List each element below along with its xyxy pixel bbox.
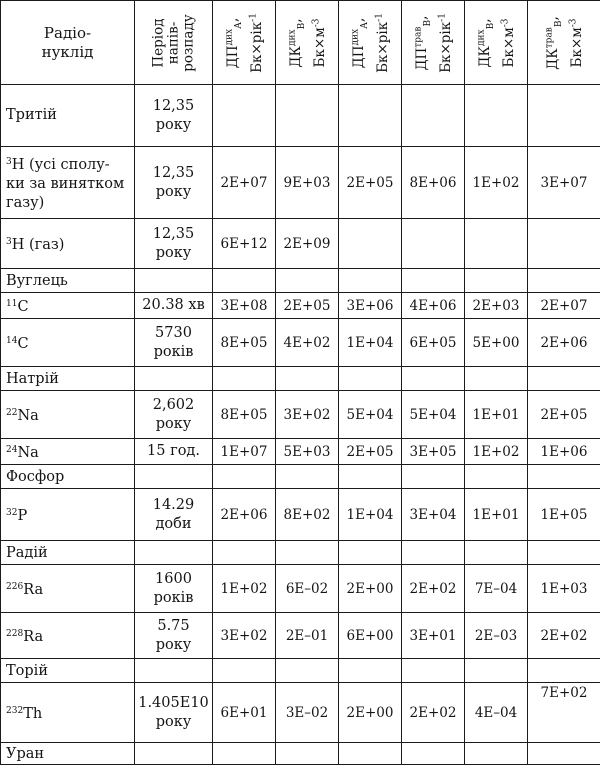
empty-cell bbox=[465, 541, 528, 565]
header-dl-ing bbox=[402, 1, 465, 85]
header-dk-ing-b-symbol: ДК bbox=[545, 48, 561, 69]
header-dl-ing-symbol: ДП bbox=[414, 47, 430, 70]
value-cell: 2Е+02 bbox=[402, 565, 465, 613]
empty-cell bbox=[402, 743, 465, 765]
empty-cell bbox=[276, 541, 339, 565]
half-life-value: 1.405Е10 року bbox=[135, 683, 213, 743]
table-row bbox=[1, 565, 600, 613]
table-row bbox=[1, 147, 600, 219]
empty-cell bbox=[339, 541, 402, 565]
header-dl-inh-a-symbol: ДП bbox=[351, 45, 367, 68]
category-name: Натрій bbox=[1, 367, 135, 391]
empty-cell bbox=[213, 269, 276, 293]
mass-number: 232 bbox=[6, 706, 23, 716]
value-cell: 3Е+04 bbox=[402, 489, 465, 541]
value-cell: 2Е+06 bbox=[528, 319, 600, 367]
category-row bbox=[1, 465, 600, 489]
table-row bbox=[1, 489, 600, 541]
header-dk-inh-symbol: ДК bbox=[288, 46, 304, 67]
value-cell bbox=[402, 85, 465, 147]
value-cell: 8Е+05 bbox=[213, 319, 276, 367]
value-cell: 8Е+06 bbox=[402, 147, 465, 219]
header-dl-inh-unit: Бк×рік bbox=[249, 21, 265, 72]
nuclide-label: Ra bbox=[23, 629, 43, 645]
nuclide-label: Тритій bbox=[6, 107, 57, 123]
empty-cell bbox=[465, 743, 528, 765]
empty-cell bbox=[213, 465, 276, 489]
empty-cell bbox=[339, 743, 402, 765]
value-cell: 1Е+04 bbox=[339, 489, 402, 541]
empty-cell bbox=[339, 269, 402, 293]
value-cell: 5Е+04 bbox=[402, 391, 465, 439]
nuclide-label: Ra bbox=[23, 582, 43, 598]
half-life-value: 15 год. bbox=[135, 439, 213, 465]
empty-cell bbox=[276, 659, 339, 683]
table-body bbox=[1, 85, 600, 765]
mass-number: 22 bbox=[6, 408, 17, 418]
empty-cell bbox=[213, 541, 276, 565]
empty-cell bbox=[528, 743, 600, 765]
table-row bbox=[1, 439, 600, 465]
nuclide-label: С bbox=[17, 299, 28, 315]
value-cell: 2Е+00 bbox=[339, 565, 402, 613]
value-cell: 4Е–04 bbox=[465, 683, 528, 743]
category-name: Вуглець bbox=[1, 269, 135, 293]
value-cell bbox=[339, 85, 402, 147]
value-cell: 3Е+05 bbox=[402, 439, 465, 465]
header-dl-inh bbox=[213, 1, 276, 85]
header-dk-inh-unit: Бк×м bbox=[312, 27, 328, 67]
value-cell: 2Е+03 bbox=[465, 293, 528, 319]
nuclide-name bbox=[1, 565, 135, 613]
value-cell: 2Е+06 bbox=[213, 489, 276, 541]
header-dk-inh-sub: В bbox=[297, 22, 307, 29]
empty-cell bbox=[402, 367, 465, 391]
table-row bbox=[1, 219, 600, 269]
category-row bbox=[1, 743, 600, 765]
value-cell: 3Е+06 bbox=[339, 293, 402, 319]
value-cell: 2Е+05 bbox=[528, 391, 600, 439]
header-nuclide bbox=[1, 1, 135, 85]
value-cell: 1Е+02 bbox=[213, 565, 276, 613]
value-cell: 1Е+03 bbox=[528, 565, 600, 613]
nuclide-label: Н (усі сполу- ки за винятком газу) bbox=[6, 157, 124, 211]
mass-number: 226 bbox=[6, 582, 23, 592]
empty-cell bbox=[339, 659, 402, 683]
value-cell: 3Е–02 bbox=[276, 683, 339, 743]
nuclide-label: Na bbox=[17, 445, 38, 461]
empty-cell bbox=[465, 465, 528, 489]
table-row bbox=[1, 85, 600, 147]
empty-cell bbox=[213, 659, 276, 683]
empty-cell bbox=[135, 367, 213, 391]
value-cell: 9Е+03 bbox=[276, 147, 339, 219]
nuclide-name bbox=[1, 613, 135, 659]
value-cell: 1Е+04 bbox=[339, 319, 402, 367]
category-row bbox=[1, 541, 600, 565]
header-half-life bbox=[135, 1, 213, 85]
value-cell: 3Е+08 bbox=[213, 293, 276, 319]
empty-cell bbox=[135, 269, 213, 293]
header-row bbox=[1, 1, 600, 85]
value-cell: 2Е–01 bbox=[276, 613, 339, 659]
category-row bbox=[1, 269, 600, 293]
header-dl-ing-sub: В bbox=[423, 19, 433, 26]
nuclide-name bbox=[1, 683, 135, 743]
category-name: Радій bbox=[1, 541, 135, 565]
value-cell: 2Е+09 bbox=[276, 219, 339, 269]
value-cell: 5Е+03 bbox=[276, 439, 339, 465]
header-dk-ing-b bbox=[528, 1, 600, 85]
value-cell: 2Е+05 bbox=[276, 293, 339, 319]
value-cell: 7Е+02 bbox=[528, 683, 600, 743]
value-cell bbox=[339, 219, 402, 269]
header-dl-inh-a bbox=[339, 1, 402, 85]
header-dk-inh-sup: дих bbox=[288, 29, 298, 46]
empty-cell bbox=[135, 743, 213, 765]
value-cell bbox=[276, 85, 339, 147]
value-cell: 6Е+12 bbox=[213, 219, 276, 269]
category-name: Торій bbox=[1, 659, 135, 683]
nuclide-label: Н (газ) bbox=[12, 237, 65, 253]
value-cell bbox=[213, 85, 276, 147]
category-name: Уран bbox=[1, 743, 135, 765]
value-cell: 2Е+07 bbox=[213, 147, 276, 219]
header-dk-inh-b-symbol: ДК bbox=[477, 46, 493, 67]
empty-cell bbox=[135, 659, 213, 683]
value-cell: 2Е+02 bbox=[528, 613, 600, 659]
empty-cell bbox=[135, 541, 213, 565]
nuclide-label: Th bbox=[23, 706, 42, 722]
half-life-value: 12,35 року bbox=[135, 85, 213, 147]
header-dk-inh-b-sup: дих bbox=[477, 29, 487, 46]
header-dk-inh-b bbox=[465, 1, 528, 85]
header-dk-inh bbox=[276, 1, 339, 85]
header-dl-inh-label: $ДП^{дих}_А$, Бк×рік$^{-1}$ bbox=[223, 13, 266, 73]
header-dl-ing-sup: трав bbox=[414, 26, 424, 47]
empty-cell bbox=[402, 541, 465, 565]
value-cell: 6Е+05 bbox=[402, 319, 465, 367]
table-row bbox=[1, 391, 600, 439]
value-cell: 7Е–04 bbox=[465, 565, 528, 613]
value-cell: 5Е+00 bbox=[465, 319, 528, 367]
value-cell: 3Е+02 bbox=[276, 391, 339, 439]
value-cell: 2Е+05 bbox=[339, 439, 402, 465]
table-row bbox=[1, 613, 600, 659]
header-dk-ing-b-label: $ДК^{трав}_В$, $Бк\times м^{-3}$ bbox=[543, 16, 586, 70]
empty-cell bbox=[528, 465, 600, 489]
value-cell bbox=[465, 219, 528, 269]
half-life-value: 14.29 доби bbox=[135, 489, 213, 541]
table-row bbox=[1, 319, 600, 367]
mass-number: 11 bbox=[6, 299, 17, 309]
value-cell: 2Е+00 bbox=[339, 683, 402, 743]
half-life-value: 5.75 року bbox=[135, 613, 213, 659]
mass-number: 32 bbox=[6, 508, 17, 518]
half-life-value: 1600 років bbox=[135, 565, 213, 613]
value-cell: 3Е+02 bbox=[213, 613, 276, 659]
half-life-value: 5730 років bbox=[135, 319, 213, 367]
nuclide-name bbox=[1, 391, 135, 439]
nuclide-name bbox=[1, 147, 135, 219]
empty-cell bbox=[465, 367, 528, 391]
value-cell bbox=[528, 85, 600, 147]
header-dl-inh-a-sub: А bbox=[360, 22, 370, 29]
value-cell: 1Е+07 bbox=[213, 439, 276, 465]
nuclide-name bbox=[1, 219, 135, 269]
mass-number: 14 bbox=[6, 336, 17, 346]
header-dl-ing-unit: Бк×рік bbox=[438, 21, 454, 72]
empty-cell bbox=[402, 659, 465, 683]
empty-cell bbox=[528, 541, 600, 565]
value-cell: 6Е–02 bbox=[276, 565, 339, 613]
header-dl-inh-sup: дих bbox=[225, 28, 235, 45]
half-life-value: 2,602 року bbox=[135, 391, 213, 439]
header-half-life-text: Період напів- розпаду bbox=[151, 14, 196, 71]
empty-cell bbox=[528, 659, 600, 683]
value-cell: 1Е+02 bbox=[465, 439, 528, 465]
half-life-value: 12,35 року bbox=[135, 219, 213, 269]
nuclide-name bbox=[1, 489, 135, 541]
mass-number: 24 bbox=[6, 445, 17, 455]
mass-number: 228 bbox=[6, 629, 23, 639]
value-cell: 1Е+02 bbox=[465, 147, 528, 219]
value-cell: 1Е+01 bbox=[465, 489, 528, 541]
empty-cell bbox=[276, 465, 339, 489]
category-row bbox=[1, 367, 600, 391]
value-cell: 3Е+07 bbox=[528, 147, 600, 219]
value-cell: 2Е–03 bbox=[465, 613, 528, 659]
header-dl-inh-a-label: $ДП^{дих}_А$, Бк×рік$^{-1}$ bbox=[349, 13, 392, 73]
nuclide-name bbox=[1, 85, 135, 147]
nuclide-label: С bbox=[17, 336, 28, 352]
mass-number: 3 bbox=[6, 237, 12, 247]
value-cell: 6Е+01 bbox=[213, 683, 276, 743]
empty-cell bbox=[402, 269, 465, 293]
value-cell: 8Е+02 bbox=[276, 489, 339, 541]
half-life-value: 12,35 року bbox=[135, 147, 213, 219]
nuclide-name bbox=[1, 319, 135, 367]
value-cell: 2Е+02 bbox=[402, 683, 465, 743]
value-cell: 6Е+00 bbox=[339, 613, 402, 659]
header-dl-inh-symbol: ДП bbox=[225, 45, 241, 68]
empty-cell bbox=[213, 367, 276, 391]
value-cell bbox=[528, 219, 600, 269]
value-cell: 1Е+05 bbox=[528, 489, 600, 541]
header-dk-inh-b-unit: Бк×м bbox=[501, 27, 517, 67]
value-cell bbox=[402, 219, 465, 269]
header-dk-inh-b-sub: В bbox=[486, 22, 496, 29]
header-dk-inh-b-label: $ДК^{дих}_В$, $Бк\times м^{-3}$ bbox=[475, 18, 518, 67]
header-nuclide-text: Радіо- нуклід bbox=[42, 24, 94, 61]
category-name: Фосфор bbox=[1, 465, 135, 489]
empty-cell bbox=[339, 367, 402, 391]
value-cell: 8Е+05 bbox=[213, 391, 276, 439]
mass-number: 3 bbox=[6, 157, 12, 167]
header-dk-ing-b-sub: В bbox=[554, 20, 564, 27]
value-cell: 2Е+07 bbox=[528, 293, 600, 319]
nuclide-label: Na bbox=[17, 408, 38, 424]
table-row bbox=[1, 683, 600, 743]
header-dl-inh-sub: А bbox=[234, 22, 244, 29]
header-dl-ing-label: $ДП^{трав}_В$, Бк×рік$^{-1}$ bbox=[412, 13, 455, 73]
empty-cell bbox=[276, 743, 339, 765]
category-row bbox=[1, 659, 600, 683]
value-cell: 1Е+06 bbox=[528, 439, 600, 465]
nuclide-name bbox=[1, 439, 135, 465]
empty-cell bbox=[339, 465, 402, 489]
empty-cell bbox=[528, 367, 600, 391]
header-dl-inh-a-sup: дих bbox=[351, 28, 361, 45]
empty-cell bbox=[528, 269, 600, 293]
value-cell: 1Е+01 bbox=[465, 391, 528, 439]
value-cell bbox=[465, 85, 528, 147]
value-cell: 2Е+05 bbox=[339, 147, 402, 219]
empty-cell bbox=[213, 743, 276, 765]
value-cell: 3Е+01 bbox=[402, 613, 465, 659]
empty-cell bbox=[465, 269, 528, 293]
empty-cell bbox=[135, 465, 213, 489]
table-row bbox=[1, 293, 600, 319]
nuclide-name bbox=[1, 293, 135, 319]
empty-cell bbox=[276, 367, 339, 391]
empty-cell bbox=[276, 269, 339, 293]
header-dl-inh-a-unit: Бк×рік bbox=[375, 21, 391, 72]
header-dk-ing-b-unit: Бк×м bbox=[569, 27, 585, 67]
value-cell: 4Е+06 bbox=[402, 293, 465, 319]
empty-cell bbox=[402, 465, 465, 489]
header-dk-ing-b-sup: трав bbox=[545, 27, 555, 48]
header-dk-inh-label: $ДК^{дих}_В$, $Бк\times м^{-3}$ bbox=[286, 18, 329, 67]
value-cell: 5Е+04 bbox=[339, 391, 402, 439]
empty-cell bbox=[465, 659, 528, 683]
nuclide-label: Р bbox=[17, 508, 27, 524]
value-cell: 4Е+02 bbox=[276, 319, 339, 367]
half-life-value: 20.38 хв bbox=[135, 293, 213, 319]
